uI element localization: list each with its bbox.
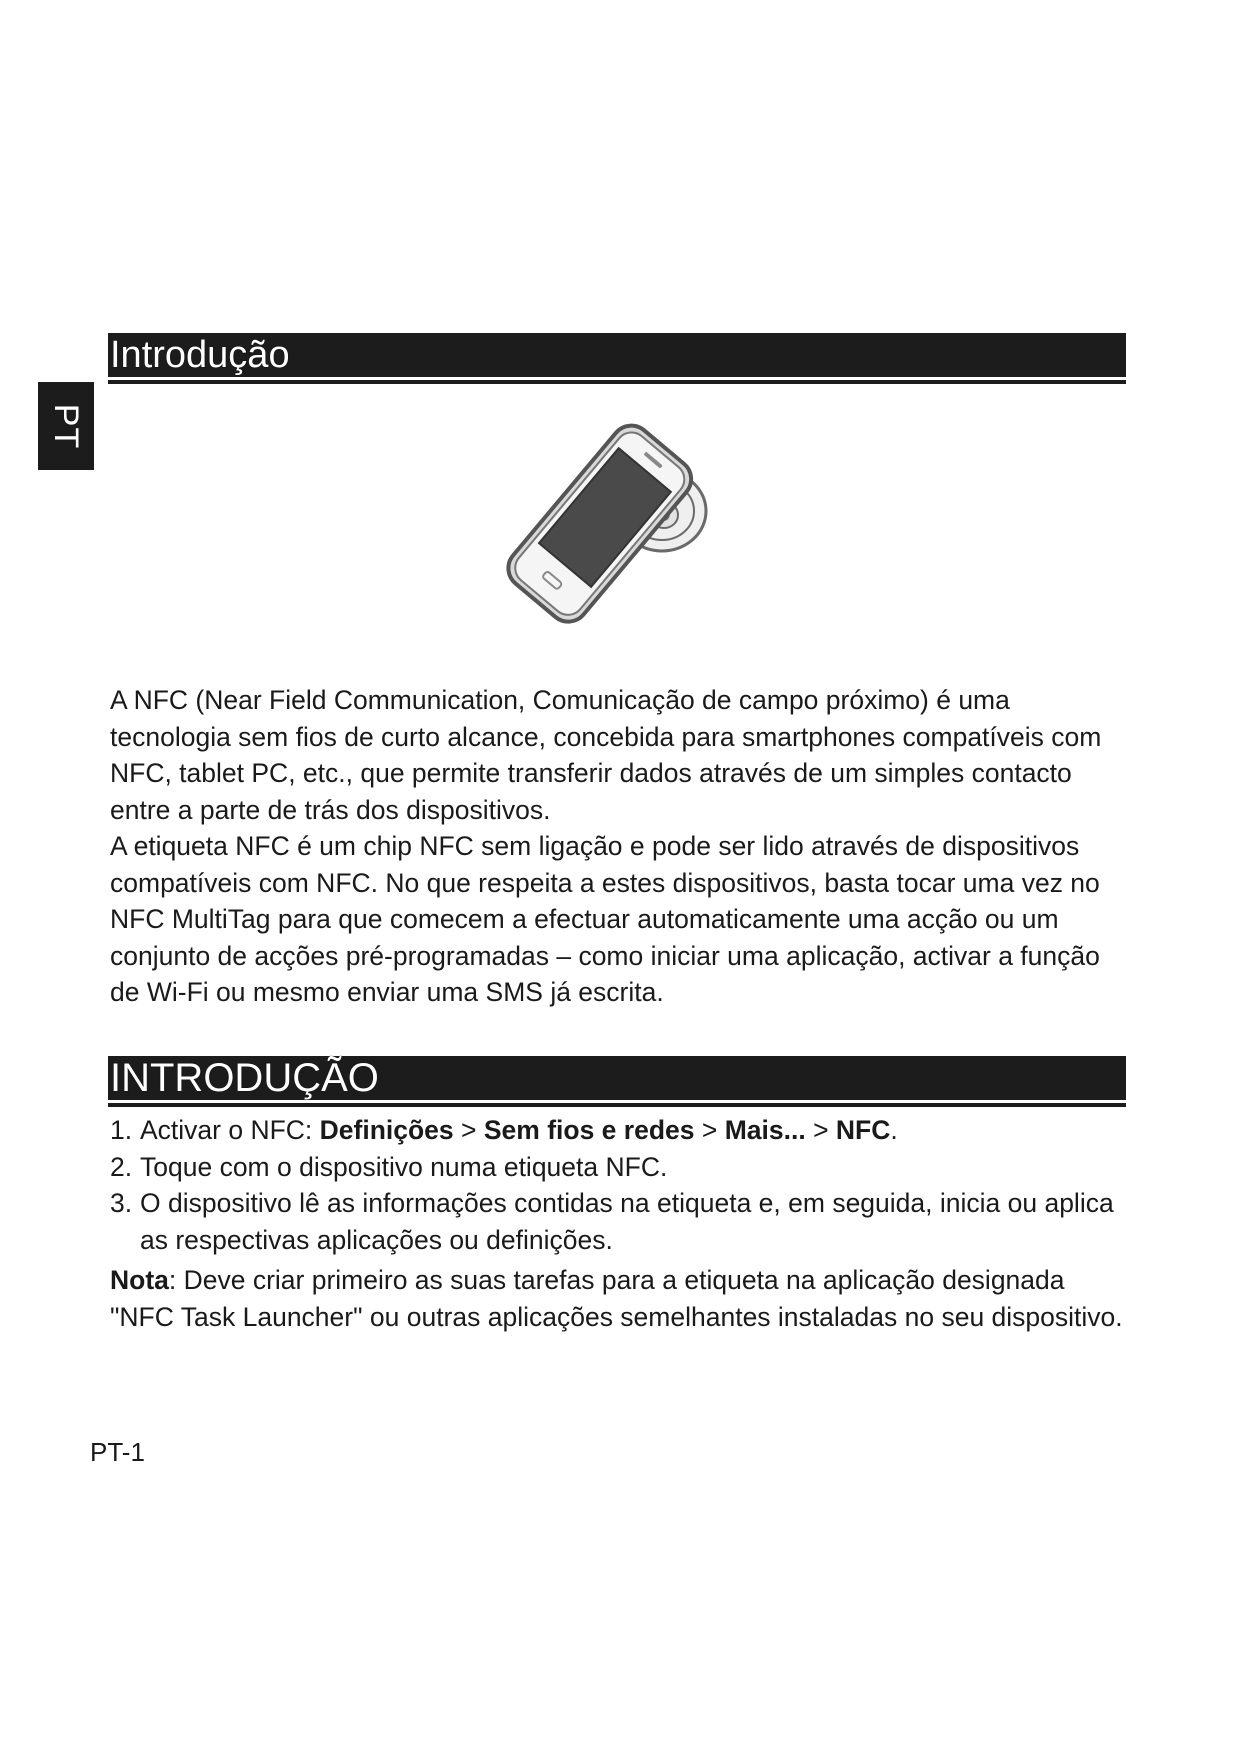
intro-heading-bar	[108, 333, 1126, 377]
step-text: O dispositivo lê as informações contidas na etiqueta e, em seguida, inicia ou aplica as respectivas aplicações ou definições.	[140, 1188, 1114, 1255]
steps-heading-title: INTRODUÇÃO	[110, 1056, 379, 1100]
language-tab-label: PT	[47, 403, 86, 449]
note-label: Nota	[110, 1265, 169, 1295]
step-1-suffix: .	[890, 1115, 898, 1145]
step-1	[110, 1112, 1135, 1149]
step-1-prefix: Activar o NFC:	[140, 1115, 320, 1145]
menu-path-settings: Definições	[319, 1115, 454, 1145]
steps-list	[110, 1112, 1135, 1335]
menu-path-nfc: NFC	[835, 1115, 891, 1145]
step-3	[110, 1185, 1135, 1258]
intro-paragraph-2: A etiqueta NFC é um chip NFC sem ligação e pode ser lido através de dispositivos compatíveis com NFC. No que respeita a estes dispositivos, basta tocar uma vez no NFC MultiTag para que comecem a efectuar automaticamente uma acção ou um conjunto de acções pré-programadas – como iniciar uma aplicação, activar a função de Wi-Fi ou mesmo enviar uma SMS já escrita.	[110, 831, 1100, 1007]
step-number: 3.	[110, 1188, 133, 1218]
path-separator: >	[694, 1115, 725, 1145]
step-2	[110, 1149, 1135, 1186]
step-number: 1.	[110, 1115, 133, 1145]
intro-heading-rule	[108, 380, 1126, 384]
language-tab	[38, 382, 94, 470]
intro-heading-title: Introdução	[110, 334, 290, 376]
steps-heading	[108, 1056, 1126, 1107]
step-text: Toque com o dispositivo numa etiqueta NFC.	[140, 1151, 668, 1182]
path-separator: >	[453, 1115, 484, 1145]
steps-heading-rule	[108, 1103, 1126, 1107]
steps-heading-bar	[108, 1056, 1126, 1100]
phone-nfc-illustration	[494, 405, 724, 637]
phone-touching-nfc-tag-icon	[494, 405, 724, 637]
step-number: 2.	[110, 1151, 133, 1182]
step-text	[140, 1112, 1135, 1149]
note	[110, 1262, 1135, 1335]
intro-body	[110, 682, 1135, 1011]
note-text: : Deve criar primeiro as suas tarefas para a etiqueta na aplicação designada "NFC Task Launcher" ou outras aplicações semelhantes instaladas no seu dispositivo.	[110, 1265, 1123, 1332]
path-separator: >	[805, 1115, 836, 1145]
menu-path-more: Mais...	[724, 1115, 806, 1145]
intro-paragraph-1: A NFC (Near Field Communication, Comunicação de campo próximo) é uma tecnologia sem fios de curto alcance, concebida para smartphones compatíveis com NFC, tablet PC, etc., que permite transferir dados através de um simples contacto entre a parte de trás dos dispositivos.	[110, 685, 1102, 825]
page-number: PT-1	[90, 1437, 145, 1467]
intro-heading	[108, 333, 1126, 384]
menu-path-wireless: Sem fios e redes	[483, 1115, 695, 1145]
